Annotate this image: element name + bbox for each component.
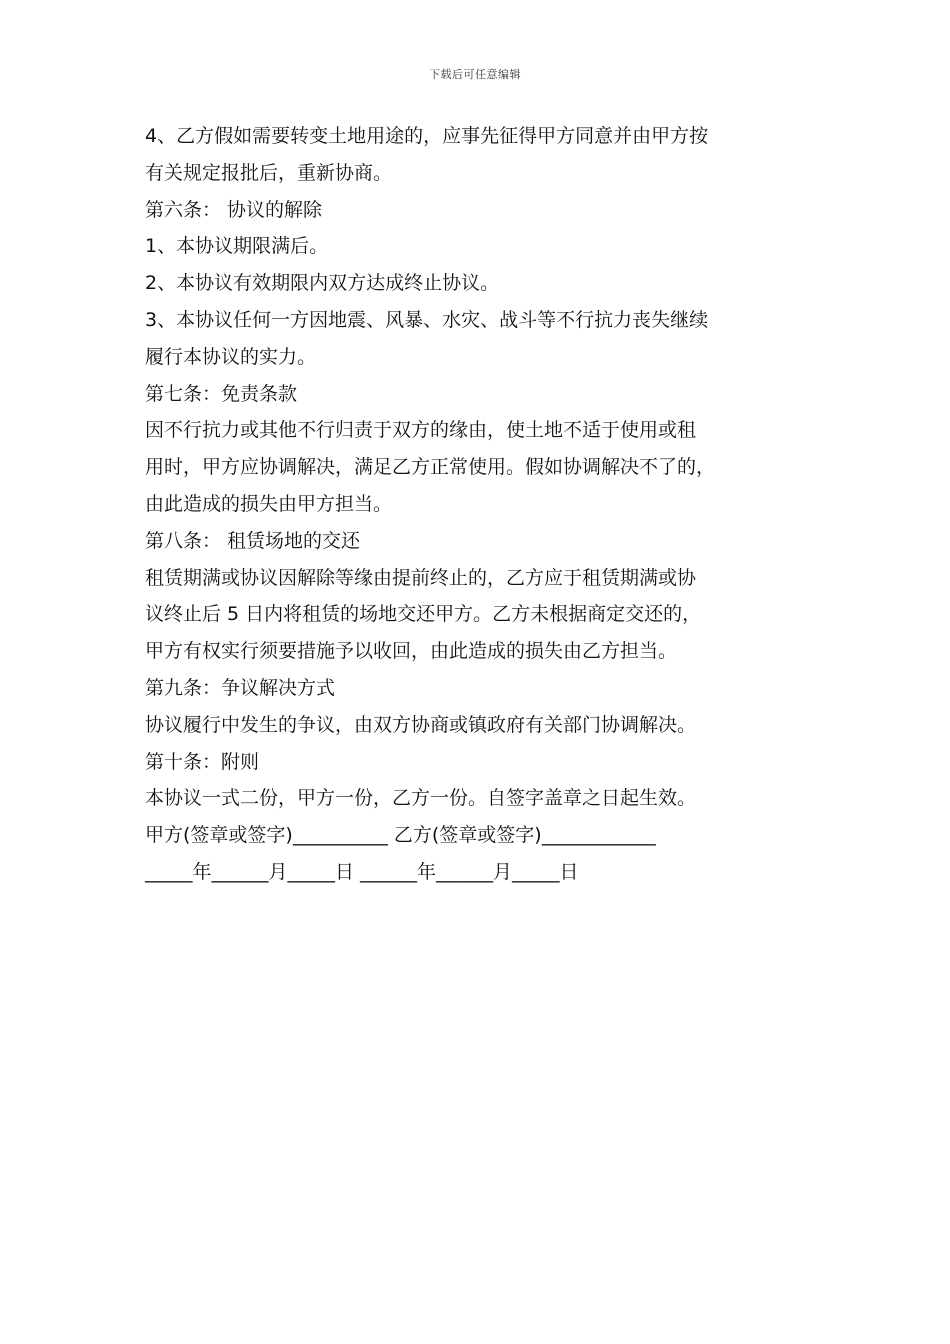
article-8-text-line-3: 甲方有权实行须要措施予以收回，由此造成的损失由乙方担当。: [145, 640, 678, 663]
article-10-heading: 第十条：附则: [145, 750, 260, 773]
article-6-item-3-line-1: 3、本协议任何一方因地震、风暴、水灾、战斗等不行抗力丧失继续: [145, 308, 709, 331]
article-9-heading: 第九条：争议解决方式: [145, 676, 336, 699]
article-7-text-line-3: 由此造成的损失由甲方担当。: [145, 492, 393, 515]
article-8-text-line-1: 租赁期满或协议因解除等缘由提前终止的，乙方应于租赁期满或协: [145, 566, 697, 589]
article-10-text: 本协议一式二份，甲方一份，乙方一份。自签字盖章之日起生效。: [145, 787, 697, 810]
article-6-item-2: 2、本协议有效期限内双方达成终止协议。: [145, 272, 500, 295]
article-8-heading: 第八条： 租赁场地的交还: [145, 529, 361, 552]
article-6-heading: 第六条： 协议的解除: [145, 198, 323, 221]
clause-4-line-1: 4、乙方假如需要转变土地用途的，应事先征得甲方同意并由甲方按: [145, 125, 709, 147]
page-header: 下载后可任意编辑: [429, 68, 521, 81]
article-6-item-3-line-2: 履行本协议的实力。: [145, 345, 317, 368]
article-7-heading: 第七条：免责条款: [145, 382, 298, 405]
article-9-text: 协议履行中发生的争议，由双方协商或镇政府有关部门协调解决。: [145, 713, 697, 736]
article-6-item-1: 1、本协议期限满后。: [145, 235, 329, 258]
document-body: [145, 118, 825, 891]
date-line: _____年______月_____日 ______年______月_____日: [145, 860, 579, 883]
article-7-text-line-2: 用时，甲方应协调解决，满足乙方正常使用。假如协调解决不了的，: [145, 456, 716, 479]
clause-4-line-2: 有关规定报批后，重新协商。: [145, 161, 393, 184]
signature-line: 甲方(签章或签字)__________ 乙方(签章或签字)____________: [145, 824, 656, 847]
article-7-text-line-1: 因不行抗力或其他不行归责于双方的缘由，使土地不适于使用或租: [145, 419, 697, 442]
article-8-text-line-2: 议终止后 5 日内将租赁的场地交还甲方。乙方未根据商定交还的，: [145, 603, 702, 626]
